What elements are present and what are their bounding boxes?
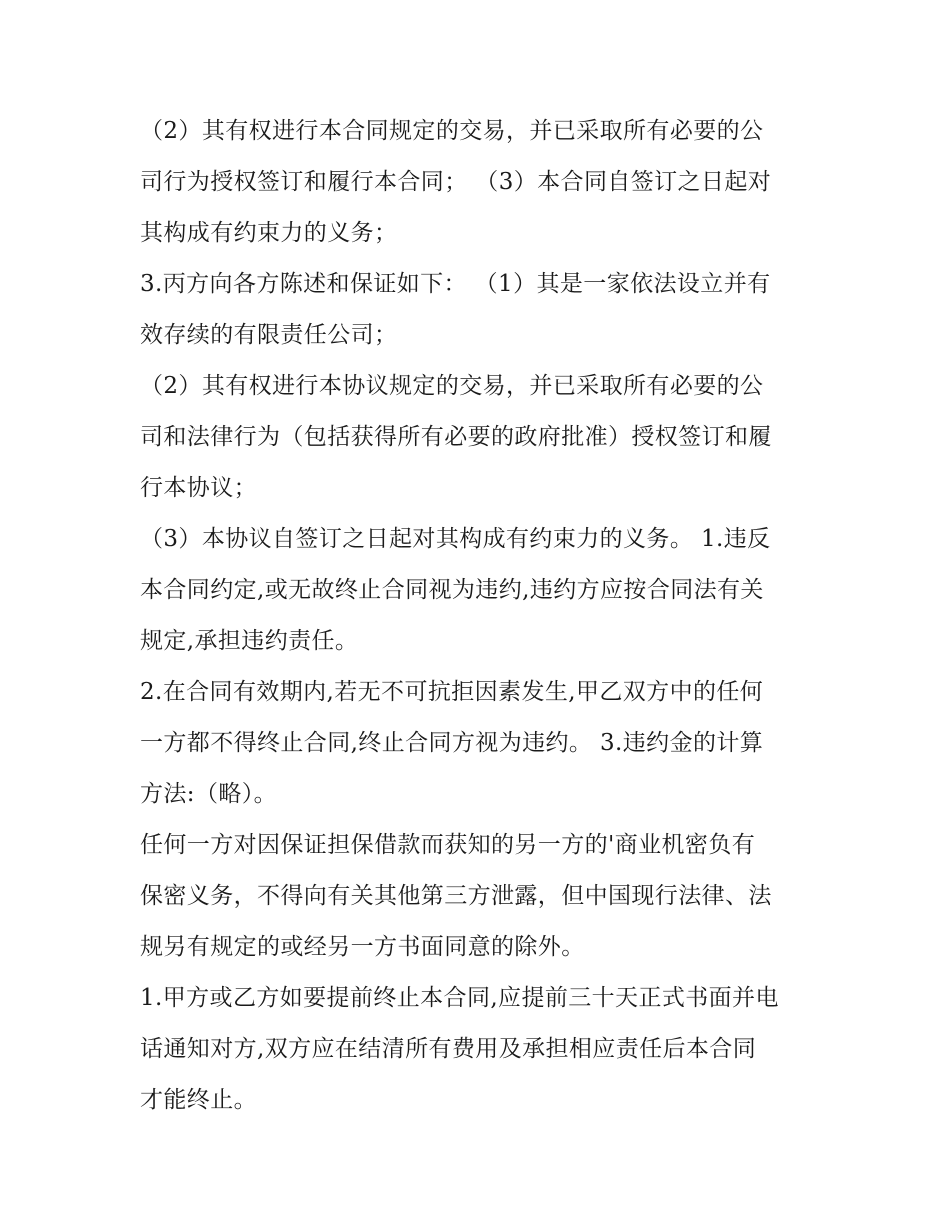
text-line: 行本协议；: [140, 475, 257, 501]
text-line: 才能终止。: [140, 1087, 257, 1113]
text-line: 3.丙方向各方陈述和保证如下： （1）其是一家依法设立并有: [140, 271, 771, 297]
text-line: 任何一方对因保证担保借款而获知的另一方的'商业机密负有: [140, 832, 756, 858]
text-line: 方法:（略）。: [140, 781, 278, 807]
text-line: 效存续的有限责任公司；: [140, 322, 398, 348]
text-line: 司行为授权签订和履行本合同； （3）本合同自签订之日起对: [140, 169, 772, 195]
text-line: 一方都不得终止合同,终止合同方视为违约。 3.违约金的计算: [140, 730, 764, 756]
text-line: 1.甲方或乙方如要提前终止本合同,应提前三十天正式书面并电: [140, 985, 779, 1011]
text-line: （3）本协议自签订之日起对其构成有约束力的义务。 1.违反: [140, 526, 771, 552]
text-line: 话通知对方,双方应在结清所有费用及承担相应责任后本合同: [140, 1036, 757, 1062]
document-body: [140, 106, 820, 1126]
text-line: 本合同约定,或无故终止合同视为违约,违约方应按合同法有关: [140, 577, 764, 603]
text-line: 规定,承担违约责任。: [140, 628, 359, 654]
text-line: 规另有规定的或经另一方书面同意的除外。: [140, 934, 585, 960]
text-line: 保密义务，不得向有关其他第三方泄露，但中国现行法律、法: [140, 883, 772, 909]
text-line: （2）其有权进行本协议规定的交易，并已采取所有必要的公: [140, 373, 764, 399]
text-line: 其构成有约束力的义务；: [140, 220, 398, 246]
text-line: （2）其有权进行本合同规定的交易，并已采取所有必要的公: [140, 118, 764, 144]
text-line: 2.在合同有效期内,若无不可抗拒因素发生,甲乙双方中的任何: [140, 679, 764, 705]
text-line: 司和法律行为（包括获得所有必要的政府批准）授权签订和履: [140, 424, 772, 450]
